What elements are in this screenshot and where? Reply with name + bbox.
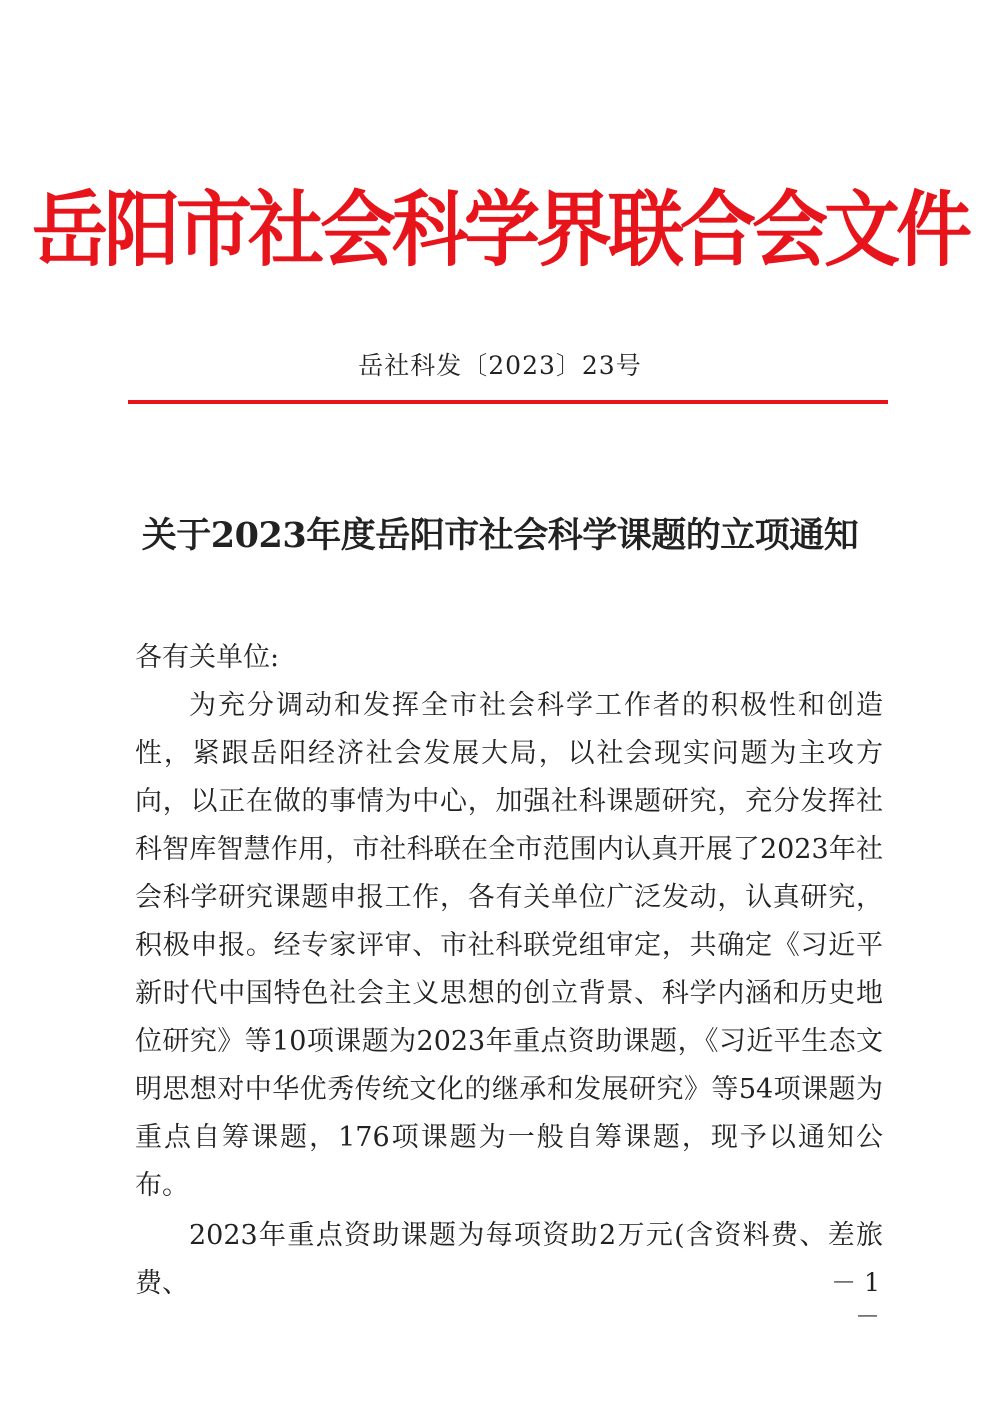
notice-title: 关于2023年度岳阳市社会科学课题的立项通知 [141, 515, 859, 556]
notice-body [135, 682, 883, 1308]
salutation: 各有关单位: [135, 642, 280, 673]
body-paragraph: 为充分调动和发挥全市社会科学工作者的积极性和创造性，紧跟岳阳经济社会发展大局，以社会现实问题为主攻方向，以正在做的事情为中心，加强社科课题研究，充分发挥社科智库智慧作用，市社科联在全市范围内认真开展了2023年社会科学研究课题申报工作，各有关单位广泛发动，认真研究，积极申报。经专家评审、市社科联党组审定，共确定《习近平新时代中国特色社会主义思想的创立背景、科学内涵和历史地位研究》等10项课题为2023年重点资助课题，《习近平生态文明思想对中华优秀传统文化的继承和发展研究》等54项课题为重点自筹课题，176项课题为一般自筹课题，现予以通知公布。 [135, 690, 883, 1201]
document-header-title: 岳阳市社会科学界联合会文件 [32, 181, 968, 278]
body-paragraph: 2023年重点资助课题为每项资助2万元(含资料费、差旅费、 [135, 1220, 883, 1299]
red-divider-line [128, 400, 888, 404]
document-number: 岳社科发〔2023〕23号 [358, 351, 642, 380]
page-number: － 1 － [831, 1268, 880, 1331]
